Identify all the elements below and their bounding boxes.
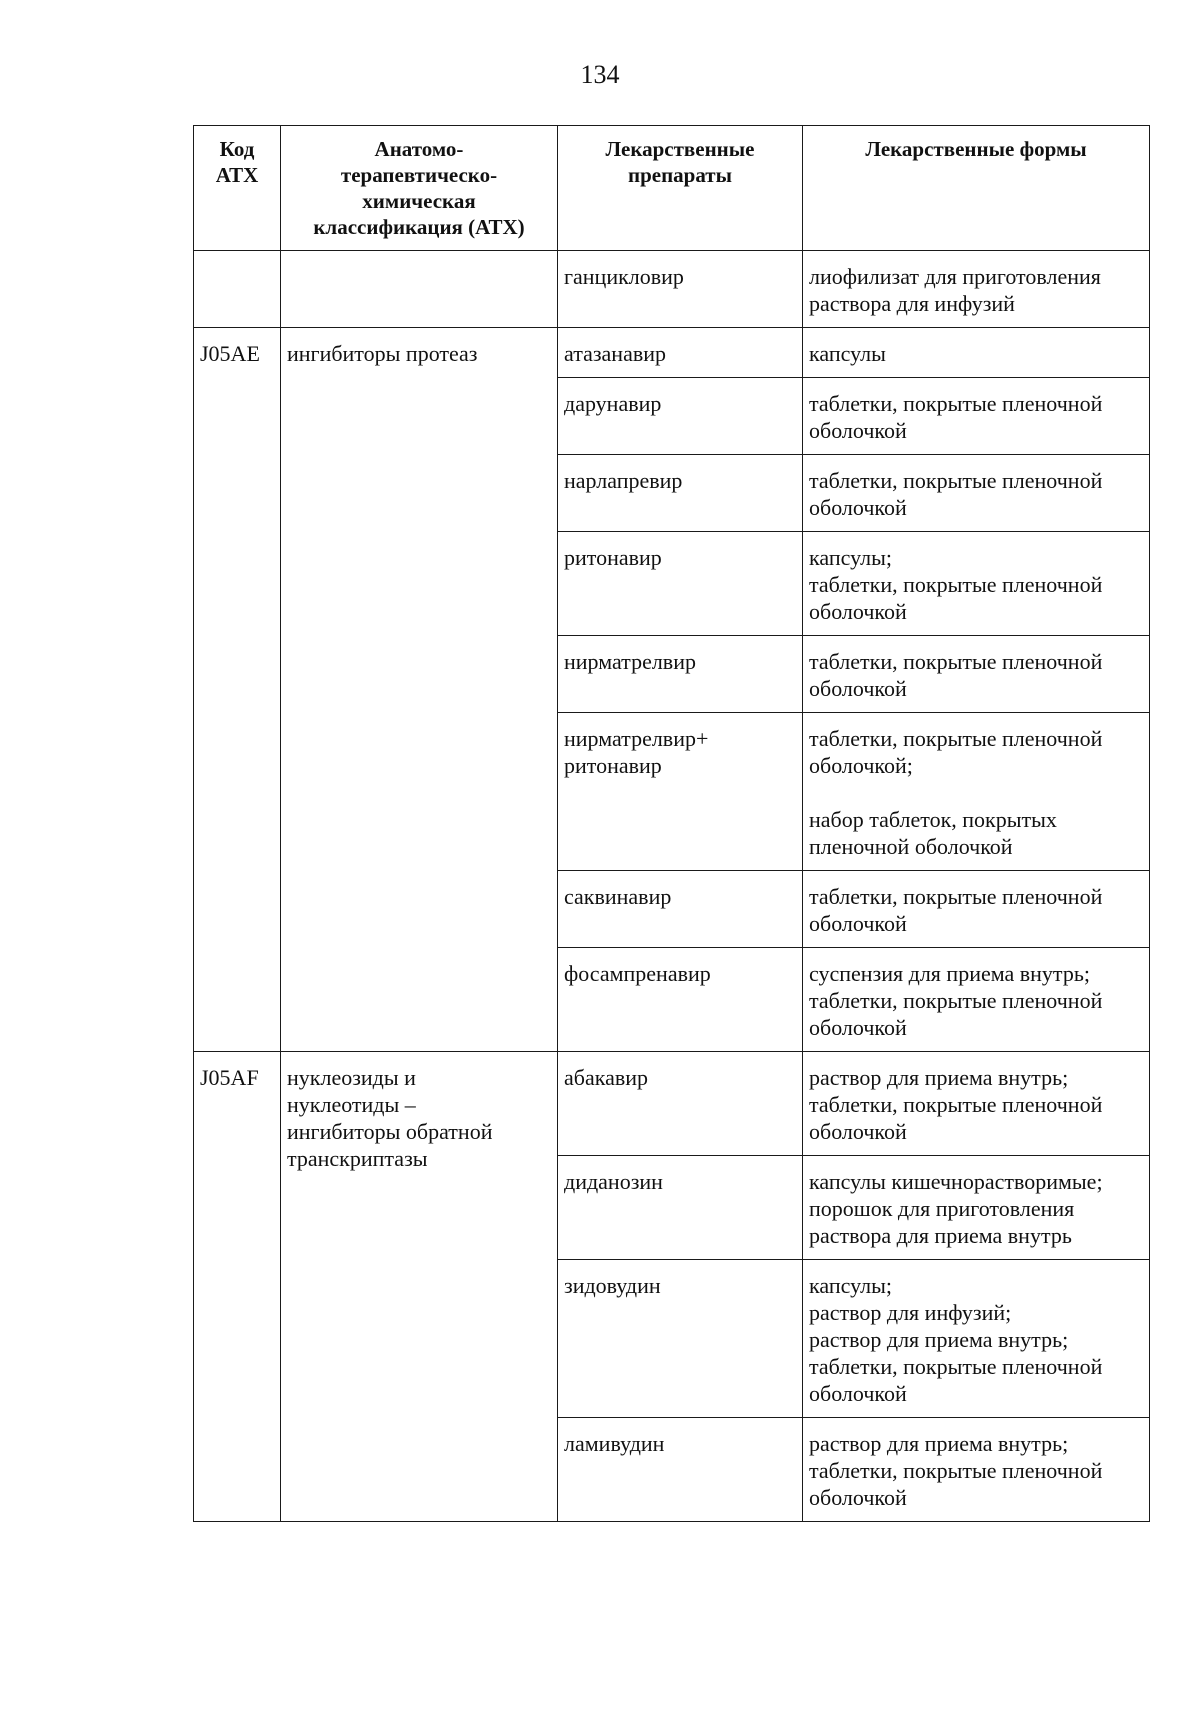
drug-cell: нирматрелвир+ ритонавир: [558, 713, 803, 871]
form-cell: таблетки, покрытые пленочной оболочкой: [803, 378, 1150, 455]
form-cell: суспензия для приема внутрь; таблетки, покрытые пленочной оболочкой: [803, 948, 1150, 1052]
form-cell: капсулы: [803, 328, 1150, 378]
form-cell: [803, 713, 1150, 871]
form-cell: таблетки, покрытые пленочной оболочкой: [803, 636, 1150, 713]
table-header-row: [194, 126, 1150, 251]
form-cell: капсулы кишечнорастворимые; порошок для приготовления раствора для приема внутрь: [803, 1156, 1150, 1260]
drug-cell: фосампренавир: [558, 948, 803, 1052]
drug-cell: ламивудин: [558, 1418, 803, 1522]
drug-cell: ганцикловир: [558, 251, 803, 328]
drug-cell: ритонавир: [558, 532, 803, 636]
header-drugs: Лекарственные препараты: [558, 126, 803, 251]
atc-drug-table: [193, 125, 1150, 1522]
drug-cell: зидовудин: [558, 1260, 803, 1418]
header-code: Код АТХ: [194, 126, 281, 251]
drug-cell: абакавир: [558, 1052, 803, 1156]
form-cell: раствор для приема внутрь; таблетки, покрытые пленочной оболочкой: [803, 1052, 1150, 1156]
table-row: [194, 1052, 1150, 1156]
drug-cell: дарунавир: [558, 378, 803, 455]
form-cell: раствор для приема внутрь; таблетки, покрытые пленочной оболочкой: [803, 1418, 1150, 1522]
drug-cell: нирматрелвир: [558, 636, 803, 713]
table-row: [194, 251, 1150, 328]
form-cell: капсулы; раствор для инфузий; раствор для приема внутрь; таблетки, покрытые пленочной оболочкой: [803, 1260, 1150, 1418]
drug-cell: саквинавир: [558, 871, 803, 948]
form-cell: капсулы; таблетки, покрытые пленочной оболочкой: [803, 532, 1150, 636]
classification-cell: нуклеозиды и нуклеотиды – ингибиторы обратной транскриптазы: [281, 1052, 558, 1522]
code-cell: J05AE: [194, 328, 281, 1052]
form-cell: таблетки, покрытые пленочной оболочкой: [803, 455, 1150, 532]
drug-cell: атазанавир: [558, 328, 803, 378]
code-cell: [194, 251, 281, 328]
form-cell: таблетки, покрытые пленочной оболочкой: [803, 871, 1150, 948]
page-number: 134: [580, 60, 620, 89]
header-classification: Анатомо- терапевтическо- химическая классификация (АТХ): [281, 126, 558, 251]
classification-cell: ингибиторы протеаз: [281, 328, 558, 1052]
drug-cell: нарлапревир: [558, 455, 803, 532]
spacer: [809, 779, 1143, 806]
header-forms: Лекарственные формы: [803, 126, 1150, 251]
form-cell: лиофилизат для приготовления раствора для инфузий: [803, 251, 1150, 328]
code-cell: J05AF: [194, 1052, 281, 1522]
form-text-extra: набор таблеток, покрытых пленочной оболочкой: [809, 807, 1057, 859]
form-text: таблетки, покрытые пленочной оболочкой;: [809, 726, 1103, 778]
classification-cell: [281, 251, 558, 328]
drug-cell: диданозин: [558, 1156, 803, 1260]
table-row: [194, 328, 1150, 378]
